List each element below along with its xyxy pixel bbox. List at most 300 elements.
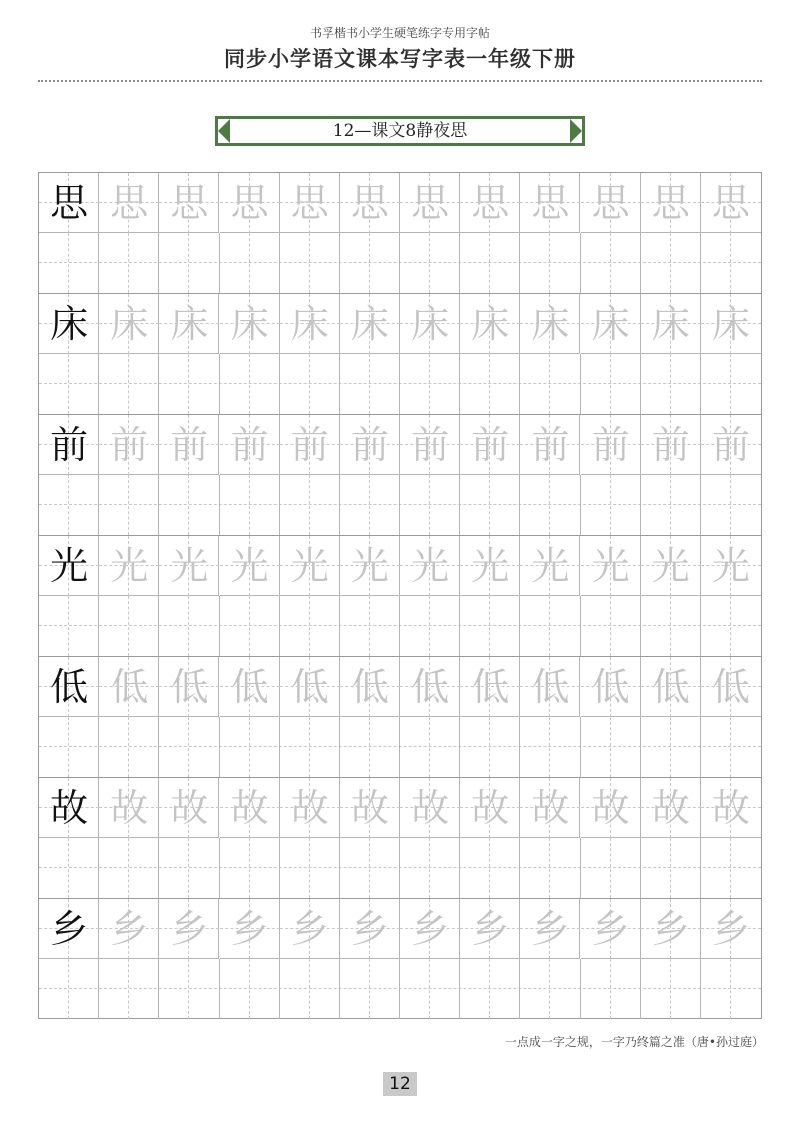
guide-line-vertical	[128, 596, 129, 656]
cell-divider	[700, 354, 701, 414]
model-character-cell	[39, 294, 99, 354]
cell-divider	[700, 838, 701, 898]
guide-line-vertical	[369, 233, 370, 293]
guide-line-vertical	[429, 717, 430, 777]
trace-character: 前	[531, 423, 570, 467]
trace-character: 光	[651, 544, 690, 588]
cell-divider	[219, 596, 220, 656]
cell-divider	[339, 596, 340, 656]
trace-character: 思	[651, 181, 690, 225]
guide-line-vertical	[610, 717, 611, 777]
practice-row	[39, 778, 761, 899]
cell-divider	[339, 717, 340, 777]
trace-character: 光	[591, 544, 630, 588]
trace-character-cell	[701, 415, 761, 475]
trace-character-cell	[159, 173, 219, 233]
cell-divider	[158, 354, 159, 414]
trace-character: 低	[471, 665, 510, 709]
cell-divider	[399, 717, 400, 777]
trace-character: 低	[651, 665, 690, 709]
guide-line-vertical	[249, 717, 250, 777]
cell-divider	[459, 475, 460, 535]
trace-character: 故	[110, 786, 149, 830]
trace-character: 思	[531, 181, 570, 225]
trace-character-cell	[581, 415, 641, 475]
trace-character: 思	[230, 181, 269, 225]
trace-character-cell	[641, 294, 701, 354]
trace-character: 故	[230, 786, 269, 830]
blank-practice-row	[39, 354, 761, 415]
trace-character-cell	[520, 657, 580, 717]
guide-line-vertical	[128, 475, 129, 535]
page-number: 12	[383, 1072, 417, 1096]
cell-divider	[98, 717, 99, 777]
guide-line-horizontal	[39, 867, 761, 868]
trace-character-cell	[400, 173, 460, 233]
guide-line-vertical	[369, 596, 370, 656]
trace-character: 光	[170, 544, 209, 588]
guide-line-vertical	[610, 475, 611, 535]
trace-character-cell	[280, 294, 340, 354]
trace-character: 低	[170, 665, 209, 709]
guide-line-vertical	[68, 233, 69, 293]
trace-character: 思	[471, 181, 510, 225]
cell-divider	[158, 475, 159, 535]
cell-divider	[98, 959, 99, 1019]
guide-line-vertical	[730, 596, 731, 656]
guide-line-vertical	[68, 354, 69, 414]
trace-character-cell	[520, 173, 580, 233]
model-character-cell	[39, 173, 99, 233]
trace-character: 故	[170, 786, 209, 830]
trace-character-cell	[340, 778, 400, 838]
trace-character-cell	[99, 657, 159, 717]
trace-character: 床	[531, 302, 570, 346]
guide-line-vertical	[670, 596, 671, 656]
trace-character-cell	[340, 173, 400, 233]
cell-divider	[580, 717, 581, 777]
trace-character: 床	[170, 302, 209, 346]
blank-practice-row	[39, 717, 761, 778]
guide-line-vertical	[188, 354, 189, 414]
guide-line-vertical	[549, 233, 550, 293]
trace-character-cell	[340, 294, 400, 354]
cell-divider	[279, 354, 280, 414]
cell-divider	[640, 233, 641, 293]
trace-character: 乡	[230, 907, 269, 951]
model-character-cell	[39, 536, 99, 596]
cell-divider	[519, 717, 520, 777]
trace-character: 低	[230, 665, 269, 709]
trace-character-cell	[159, 415, 219, 475]
trace-character: 思	[591, 181, 630, 225]
trace-character-cell	[400, 899, 460, 959]
cell-divider	[98, 838, 99, 898]
cell-divider	[580, 233, 581, 293]
trace-character-cell	[159, 536, 219, 596]
guide-line-vertical	[549, 354, 550, 414]
cell-divider	[580, 354, 581, 414]
guide-line-vertical	[249, 354, 250, 414]
trace-character: 前	[350, 423, 389, 467]
trace-character-cell	[220, 899, 280, 959]
guide-line-vertical	[489, 838, 490, 898]
cell-divider	[339, 475, 340, 535]
trace-character: 床	[471, 302, 510, 346]
cell-divider	[459, 354, 460, 414]
cell-divider	[519, 838, 520, 898]
guide-line-vertical	[128, 233, 129, 293]
trace-character-cell	[159, 899, 219, 959]
cell-divider	[219, 475, 220, 535]
trace-character: 前	[591, 423, 630, 467]
lesson-title: 12—课文8静夜思	[332, 121, 468, 141]
cell-divider	[580, 838, 581, 898]
guide-line-horizontal	[39, 383, 761, 384]
trace-character-cell	[581, 294, 641, 354]
guide-line-vertical	[670, 717, 671, 777]
trace-character-cell	[159, 778, 219, 838]
guide-line-vertical	[128, 959, 129, 1019]
trace-character: 思	[110, 181, 149, 225]
guide-line-vertical	[188, 233, 189, 293]
guide-line-horizontal	[39, 988, 761, 989]
guide-line-vertical	[489, 596, 490, 656]
guide-line-vertical	[369, 717, 370, 777]
trace-character-cell	[460, 778, 520, 838]
cell-divider	[98, 596, 99, 656]
trace-character: 光	[711, 544, 750, 588]
trace-character-cell	[340, 657, 400, 717]
trace-character: 前	[651, 423, 690, 467]
trace-character-cell	[520, 778, 580, 838]
model-character: 前	[50, 423, 89, 467]
cell-divider	[700, 596, 701, 656]
guide-line-vertical	[249, 475, 250, 535]
guide-line-vertical	[369, 838, 370, 898]
trace-character: 低	[591, 665, 630, 709]
cell-divider	[640, 838, 641, 898]
guide-line-vertical	[730, 717, 731, 777]
cell-divider	[339, 233, 340, 293]
guide-line-vertical	[549, 717, 550, 777]
guide-line-vertical	[68, 959, 69, 1019]
trace-character-cell	[99, 536, 159, 596]
practice-row	[39, 536, 761, 657]
cell-divider	[399, 838, 400, 898]
trace-character: 前	[411, 423, 450, 467]
trace-character-cell	[340, 899, 400, 959]
banner-inner	[218, 119, 582, 143]
trace-character-cell	[641, 778, 701, 838]
banner-left-arrow-icon	[218, 119, 230, 143]
trace-character: 光	[531, 544, 570, 588]
trace-character: 前	[711, 423, 750, 467]
model-character: 思	[50, 181, 89, 225]
guide-line-vertical	[68, 596, 69, 656]
trace-character-cell	[701, 173, 761, 233]
cell-divider	[700, 959, 701, 1019]
guide-line-vertical	[429, 838, 430, 898]
guide-line-horizontal	[39, 746, 761, 747]
guide-line-vertical	[249, 838, 250, 898]
trace-character: 故	[350, 786, 389, 830]
guide-line-vertical	[309, 354, 310, 414]
guide-line-vertical	[309, 717, 310, 777]
trace-character: 床	[591, 302, 630, 346]
guide-line-horizontal	[39, 504, 761, 505]
trace-character-cell	[99, 415, 159, 475]
guide-line-vertical	[68, 717, 69, 777]
guide-line-vertical	[188, 959, 189, 1019]
cell-divider	[519, 475, 520, 535]
cell-divider	[279, 233, 280, 293]
trace-character-cell	[460, 899, 520, 959]
trace-character: 乡	[350, 907, 389, 951]
cell-divider	[339, 838, 340, 898]
trace-character-cell	[460, 173, 520, 233]
trace-character-cell	[641, 536, 701, 596]
writing-grid	[38, 172, 762, 1019]
trace-character-cell	[220, 778, 280, 838]
guide-line-vertical	[128, 717, 129, 777]
cell-divider	[219, 233, 220, 293]
guide-line-vertical	[309, 838, 310, 898]
trace-character-cell	[99, 173, 159, 233]
trace-character: 乡	[531, 907, 570, 951]
model-character: 乡	[50, 907, 89, 951]
trace-character: 思	[411, 181, 450, 225]
cell-divider	[519, 233, 520, 293]
guide-line-vertical	[249, 233, 250, 293]
trace-character: 故	[411, 786, 450, 830]
guide-line-vertical	[610, 233, 611, 293]
trace-character: 光	[471, 544, 510, 588]
model-character-cell	[39, 778, 99, 838]
trace-character: 低	[531, 665, 570, 709]
page-title: 同步小学语文课本写字表一年级下册	[224, 46, 576, 71]
practice-row	[39, 173, 761, 294]
cell-divider	[640, 717, 641, 777]
trace-character-cell	[400, 536, 460, 596]
cell-divider	[98, 475, 99, 535]
trace-character-cell	[520, 294, 580, 354]
trace-character-cell	[280, 173, 340, 233]
trace-character: 光	[350, 544, 389, 588]
cell-divider	[519, 596, 520, 656]
guide-line-vertical	[549, 475, 550, 535]
trace-character-cell	[460, 415, 520, 475]
cell-divider	[640, 959, 641, 1019]
trace-character: 光	[110, 544, 149, 588]
trace-character-cell	[641, 173, 701, 233]
trace-character: 故	[290, 786, 329, 830]
trace-character-cell	[280, 536, 340, 596]
trace-character-cell	[701, 536, 761, 596]
model-character: 低	[50, 665, 89, 709]
guide-line-vertical	[128, 354, 129, 414]
guide-line-vertical	[670, 354, 671, 414]
cell-divider	[580, 959, 581, 1019]
cell-divider	[580, 475, 581, 535]
guide-line-vertical	[309, 959, 310, 1019]
guide-line-vertical	[429, 233, 430, 293]
model-character: 故	[50, 786, 89, 830]
trace-character: 思	[350, 181, 389, 225]
guide-line-vertical	[429, 354, 430, 414]
guide-line-vertical	[610, 354, 611, 414]
lesson-banner	[215, 116, 585, 146]
guide-line-vertical	[549, 959, 550, 1019]
trace-character-cell	[99, 294, 159, 354]
cell-divider	[339, 354, 340, 414]
cell-divider	[399, 596, 400, 656]
trace-character: 前	[170, 423, 209, 467]
guide-line-vertical	[188, 596, 189, 656]
trace-character-cell	[280, 415, 340, 475]
guide-line-vertical	[369, 959, 370, 1019]
cell-divider	[219, 717, 220, 777]
trace-character-cell	[159, 657, 219, 717]
cell-divider	[279, 959, 280, 1019]
guide-line-vertical	[670, 838, 671, 898]
guide-line-vertical	[188, 717, 189, 777]
guide-line-vertical	[429, 475, 430, 535]
trace-character-cell	[701, 657, 761, 717]
cell-divider	[459, 959, 460, 1019]
trace-character-cell	[581, 657, 641, 717]
trace-character-cell	[280, 899, 340, 959]
guide-line-vertical	[309, 596, 310, 656]
trace-character-cell	[641, 899, 701, 959]
guide-line-vertical	[68, 475, 69, 535]
guide-line-vertical	[670, 475, 671, 535]
guide-line-vertical	[128, 838, 129, 898]
trace-character-cell	[701, 778, 761, 838]
trace-character-cell	[520, 536, 580, 596]
trace-character: 床	[110, 302, 149, 346]
model-character-cell	[39, 657, 99, 717]
trace-character-cell	[99, 899, 159, 959]
trace-character-cell	[220, 294, 280, 354]
trace-character-cell	[581, 899, 641, 959]
cell-divider	[580, 596, 581, 656]
trace-character: 故	[711, 786, 750, 830]
cell-divider	[519, 959, 520, 1019]
guide-line-vertical	[730, 475, 731, 535]
trace-character: 乡	[411, 907, 450, 951]
model-character: 床	[50, 302, 89, 346]
trace-character: 低	[290, 665, 329, 709]
trace-character-cell	[400, 415, 460, 475]
blank-practice-row	[39, 475, 761, 536]
guide-line-vertical	[670, 233, 671, 293]
guide-line-vertical	[188, 475, 189, 535]
cell-divider	[640, 475, 641, 535]
guide-line-vertical	[670, 959, 671, 1019]
blank-practice-row	[39, 596, 761, 657]
guide-line-vertical	[610, 959, 611, 1019]
calligraphy-quote: 一点成一字之规，一字乃终篇之准（唐•孙过庭）	[504, 1035, 764, 1049]
header-subtitle: 书孚楷书小学生硬笔练字专用字帖	[309, 26, 490, 40]
guide-line-vertical	[429, 959, 430, 1019]
cell-divider	[219, 959, 220, 1019]
model-character-cell	[39, 415, 99, 475]
trace-character-cell	[701, 899, 761, 959]
cell-divider	[399, 354, 400, 414]
dotted-divider	[38, 80, 762, 82]
trace-character-cell	[581, 536, 641, 596]
trace-character-cell	[99, 778, 159, 838]
trace-character-cell	[460, 294, 520, 354]
guide-line-vertical	[249, 959, 250, 1019]
guide-line-vertical	[68, 838, 69, 898]
trace-character-cell	[520, 415, 580, 475]
cell-divider	[459, 838, 460, 898]
cell-divider	[640, 596, 641, 656]
trace-character-cell	[280, 657, 340, 717]
trace-character: 前	[471, 423, 510, 467]
model-character: 光	[50, 544, 89, 588]
trace-character-cell	[641, 415, 701, 475]
practice-row	[39, 899, 761, 1020]
cell-divider	[158, 717, 159, 777]
guide-line-vertical	[610, 596, 611, 656]
trace-character-cell	[340, 415, 400, 475]
trace-character-cell	[280, 778, 340, 838]
cell-divider	[279, 596, 280, 656]
trace-character: 乡	[711, 907, 750, 951]
guide-line-vertical	[549, 596, 550, 656]
practice-row	[39, 294, 761, 415]
cell-divider	[219, 354, 220, 414]
guide-line-vertical	[369, 475, 370, 535]
cell-divider	[219, 838, 220, 898]
guide-line-vertical	[489, 959, 490, 1019]
cell-divider	[700, 475, 701, 535]
blank-practice-row	[39, 233, 761, 294]
blank-practice-row	[39, 838, 761, 899]
cell-divider	[700, 233, 701, 293]
trace-character-cell	[220, 657, 280, 717]
cell-divider	[98, 233, 99, 293]
trace-character: 思	[290, 181, 329, 225]
guide-line-vertical	[549, 838, 550, 898]
cell-divider	[279, 475, 280, 535]
trace-character-cell	[220, 173, 280, 233]
trace-character: 床	[711, 302, 750, 346]
trace-character: 床	[230, 302, 269, 346]
cell-divider	[519, 354, 520, 414]
trace-character-cell	[220, 536, 280, 596]
trace-character: 故	[651, 786, 690, 830]
trace-character: 光	[411, 544, 450, 588]
trace-character-cell	[340, 536, 400, 596]
guide-line-horizontal	[39, 262, 761, 263]
cell-divider	[399, 233, 400, 293]
trace-character-cell	[400, 657, 460, 717]
guide-line-vertical	[489, 233, 490, 293]
cell-divider	[640, 354, 641, 414]
trace-character: 床	[411, 302, 450, 346]
trace-character-cell	[520, 899, 580, 959]
trace-character-cell	[159, 294, 219, 354]
guide-line-vertical	[730, 354, 731, 414]
trace-character: 前	[110, 423, 149, 467]
cell-divider	[158, 838, 159, 898]
trace-character-cell	[400, 294, 460, 354]
guide-line-vertical	[188, 838, 189, 898]
